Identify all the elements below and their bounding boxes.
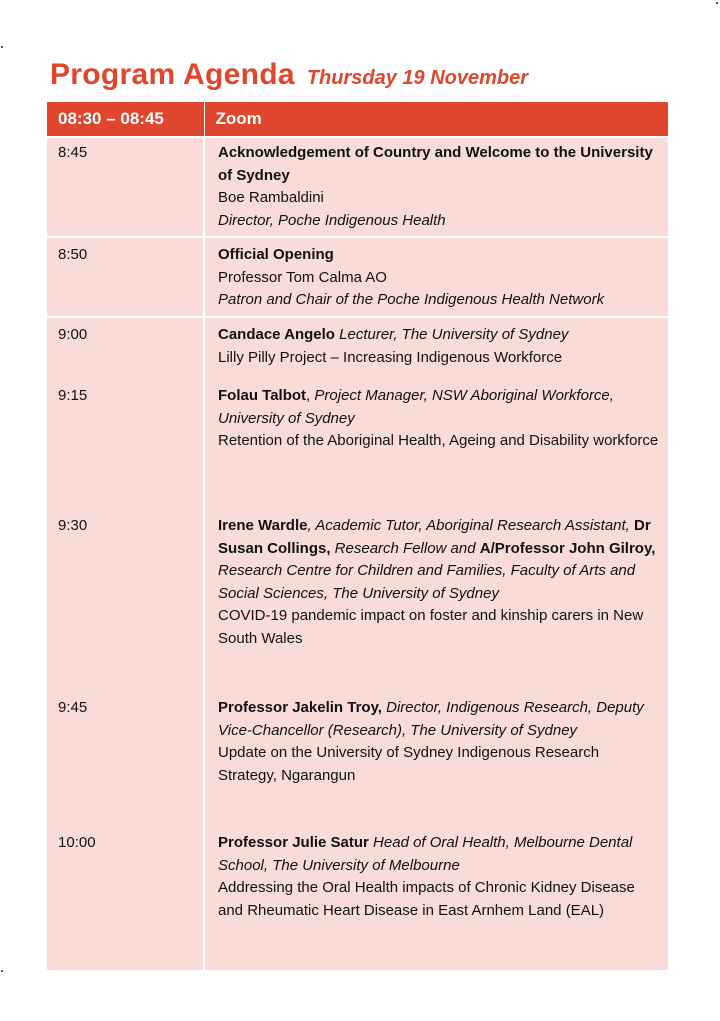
session-time <box>47 317 204 385</box>
agenda-table <box>47 102 668 970</box>
session-time-text: 9:45 <box>58 699 88 716</box>
session-details <box>204 697 668 832</box>
agenda-row <box>47 317 668 385</box>
session-speaker-line <box>218 385 662 430</box>
session-details <box>204 515 668 697</box>
corner-mark-bottom-left <box>1 970 3 972</box>
session-role-3: Research Centre for Children and Families, Faculty of Arts and Social Sciences, The University of Sydney <box>218 562 636 602</box>
session-details <box>204 237 668 317</box>
session-role-1: , Academic Tutor, Aboriginal Research Assistant, <box>307 517 635 534</box>
session-time-text: 8:45 <box>58 144 88 161</box>
agenda-row <box>47 832 668 970</box>
session-topic: Update on the University of Sydney Indigenous Research Strategy, Ngarangun <box>218 744 600 784</box>
header-session: Zoom <box>204 102 668 137</box>
agenda-row <box>47 237 668 317</box>
session-time <box>47 385 204 515</box>
session-role: Head of Oral Health, Melbourne Dental School, The University of Melbourne <box>218 834 633 874</box>
session-speaker: Candace Angelo <box>218 326 335 343</box>
session-time <box>47 137 204 237</box>
agenda-row <box>47 697 668 832</box>
session-details <box>204 137 668 237</box>
agenda-row <box>47 137 668 237</box>
session-speaker-1: Irene Wardle <box>218 517 308 534</box>
session-speaker-line <box>218 324 662 347</box>
session-role: Project Manager, NSW Aboriginal Workforce, University of Sydney <box>218 387 614 427</box>
session-speaker: Professor Julie Satur <box>218 834 369 851</box>
corner-mark-top-left <box>1 46 3 48</box>
session-role: Director, Indigenous Research, Deputy Vice-Chancellor (Research), The University of Sydney <box>218 699 644 739</box>
session-time-text: 9:00 <box>58 326 88 343</box>
session-separator: , <box>306 387 315 404</box>
session-details <box>204 317 668 385</box>
session-speaker-line <box>218 697 662 742</box>
session-role: Director, Poche Indigenous Health <box>218 211 446 229</box>
page-title: Program Agenda <box>50 58 295 91</box>
session-role: Patron and Chair of the Poche Indigenous Health Network <box>218 291 605 308</box>
session-time <box>47 832 204 970</box>
session-speaker: Professor Tom Calma AO <box>218 268 387 286</box>
session-speaker: Folau Talbot <box>218 387 307 404</box>
session-role: Lecturer, The University of Sydney <box>334 326 569 343</box>
session-speaker: Boe Rambaldini <box>218 189 324 206</box>
session-time-text: 10:00 <box>58 834 96 851</box>
session-topic: Addressing the Oral Health impacts of Chronic Kidney Disease and Rheumatic Heart Disease in East Arnhem Land (EAL) <box>218 879 635 919</box>
session-speaker-3: A/Professor John Gilroy, <box>479 539 656 557</box>
session-speaker: Professor Jakelin Troy, <box>218 699 382 716</box>
corner-mark-top-right <box>716 2 718 4</box>
session-time-text: 8:50 <box>58 246 88 263</box>
agenda-row <box>47 515 668 697</box>
session-time <box>47 697 204 832</box>
session-speaker-line <box>218 832 662 877</box>
session-time <box>47 237 204 317</box>
session-role-2: Research Fellow and <box>330 539 480 557</box>
header-time: 08:30 – 08:45 <box>47 102 204 137</box>
page-date: Thursday 19 November <box>306 67 529 89</box>
session-title: Acknowledgement of Country and Welcome to the University of Sydney <box>218 144 653 184</box>
session-time-text: 9:30 <box>58 517 88 534</box>
session-topic: Retention of the Aboriginal Health, Ageing and Disability workforce <box>218 432 659 449</box>
page-title-row <box>50 58 528 98</box>
session-speaker-line <box>218 515 662 605</box>
session-topic: Lilly Pilly Project – Increasing Indigenous Workforce <box>218 348 563 366</box>
session-details <box>204 832 668 970</box>
session-speaker-2: Dr Susan Collings, <box>218 517 651 557</box>
agenda-row <box>47 385 668 515</box>
session-topic: COVID-19 pandemic impact on foster and kinship carers in New South Wales <box>218 607 644 647</box>
agenda-header-row <box>47 102 668 137</box>
session-details <box>204 385 668 515</box>
session-time <box>47 515 204 697</box>
session-title: Official Opening <box>218 246 334 263</box>
session-time-text: 9:15 <box>58 387 88 404</box>
